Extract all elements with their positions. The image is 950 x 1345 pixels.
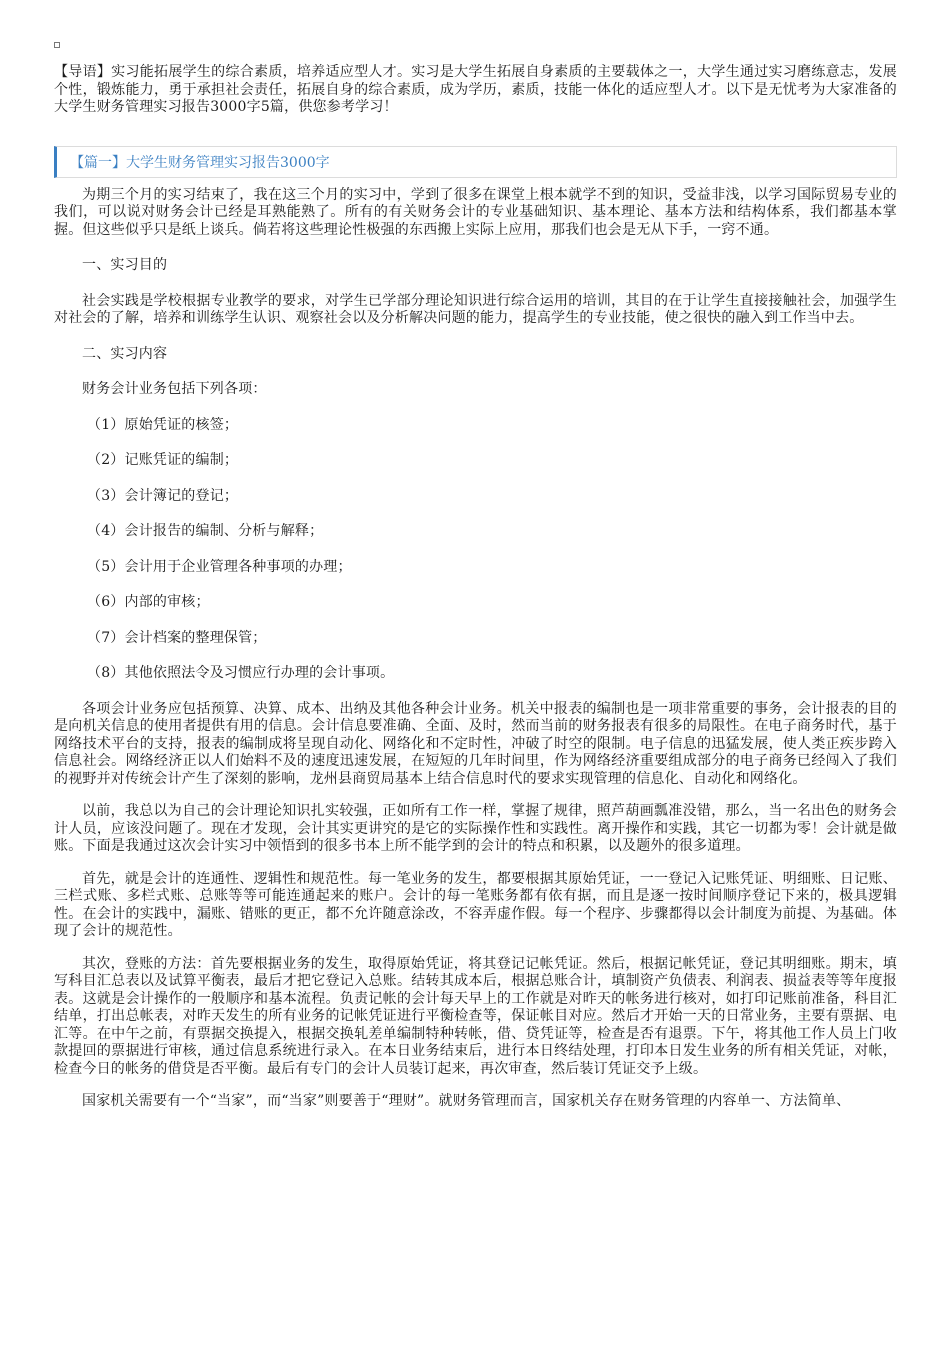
list-item: （7）会计档案的整理保管； [87,629,267,646]
subheading-content: 二、实习内容 [82,345,168,362]
section-heading-text: 【篇一】大学生财务管理实习报告3000字 [70,154,330,171]
paragraph-reflection: 以前，我总以为自己的会计理论知识扎实较强，正如所有工作一样，掌握了规律，照芦葫画瓢准没错，那么，当一名出色的财务会计人员，应该没问题了。现在才发现，会计其实更讲究的是它的实际操作性和实践性。离开操作和实践，其它一切都为零！会计就是做账。下面是我通过这次会计实习中领悟到的很多书本上所不能学到的会计的特点和积累，以及题外的很多道理。 [54,803,897,854]
list-item: （1）原始凭证的核签； [87,416,239,433]
list-item: （8）其他依照法令及习惯应行办理的会计事项。 [87,665,395,681]
paragraph-opening: 为期三个月的实习结束了，我在这三个月的实习中，学到了很多在课堂上根本就学不到的知识，受益非浅，以学习国际贸易专业的我们，可以说对财务会计已经是耳熟能熟了。所有的有关财务会计的专业基础知识、基本理论、基本方法和结构体系，我们都基本掌握。但这些似乎只是纸上谈兵。倘若将这些理论性极强的东西搬上实际上应用，那我们也会是无从下手，一窍不通。 [54,186,897,238]
paragraph-purpose: 社会实践是学校根据专业教学的要求，对学生已学部分理论知识进行综合运用的培训，其目的在于让学生直接接触社会，加强学生对社会的了解，培养和训练学生认识、观察社会以及分析解决问题的能力，提高学生的专业技能，使之很快的融入到工作当中去。 [54,292,897,326]
list-item: （2）记账凭证的编制； [87,452,239,468]
page-marker-icon [54,42,60,48]
list-item: （5）会计用于企业管理各种事项的办理； [87,558,352,575]
section-heading [54,146,897,178]
paragraph-list-intro: 财务会计业务包括下列各项： [82,381,267,397]
paragraph-state-organs: 国家机关需要有一个“当家”，而“当家”则要善于“理财”。就财务管理而言，国家机关存在财务管理的内容单一、方法简单、 [82,1093,851,1109]
list-item: （6）内部的审核； [87,594,210,610]
intro-paragraph: 【导语】实习能拓展学生的综合素质，培养适应型人才。实习是大学生拓展自身素质的主要载体之一，大学生通过实习磨练意志，发展个性，锻炼能力，勇于承担社会责任，拓展自身的综合素质，成为学历，素质，技能一体化的适应型人才。以下是无忧考为大家准备的大学生财务管理实习报告3000字5篇，供您参考学习！ [54,64,897,115]
paragraph-reports: 各项会计业务应包括预算、决算、成本、出纳及其他各种会计业务。机关中报表的编制也是一项非常重要的事务，会计报表的目的是向机关信息的使用者提供有用的信息。会计信息要准确、全面、及时，然而当前的财务报表有很多的局限性。在电子商务时代，基于网络技术平台的支持，报表的编制成将呈现自动化、网络化和不定时性，冲破了时空的限制。电子信息的迅猛发展，使人类正疾步跨入信息社会。网络经济正以人们始料不及的速度迅速发展，在短短的几年时间里，作为网络经济重要组成部分的电子商务已经闯入了我们的视野并对传统会计产生了深刻的影响，龙州县商贸局基本上结合信息时代的要求实现管理的信息化、自动化和网络化。 [54,700,897,787]
list-item: （3）会计簿记的登记； [87,487,239,504]
list-item: （4）会计报告的编制、分析与解释； [87,523,324,539]
paragraph-continuity: 首先，就是会计的连通性、逻辑性和规范性。每一笔业务的发生，都要根据其原始凭证，一一登记入记账凭证、明细账、日记账、三栏式账、多栏式账、总账等等可能连通起来的账户。会计的每一笔账务都有依有据，而且是逐一按时间顺序登记下来的，极具逻辑性。在会计的实践中，漏账、错账的更正，都不允许随意涂改，不容弄虚作假。每一个程序、步骤都得以会计制度为前提、为基础。体现了会计的规范性。 [54,870,897,939]
document-content [54,64,897,1126]
subheading-purpose: 一、实习目的 [82,257,168,273]
paragraph-bookkeeping: 其次，登账的方法：首先要根据业务的发生，取得原始凭证，将其登记记帐凭证。然后，根据记帐凭证，登记其明细账。期末，填写科目汇总表以及试算平衡表，最后才把它登记入总账。结转其成本后，根据总账合计，填制资产负债表、利润表、损益表等等年度报表。这就是会计操作的一般顺序和基本流程。负责记帐的会计每天早上的工作就是对昨天的帐务进行核对，如打印记账前准备，科目汇结单，打出总帐表，对昨天发生的所有业务的记帐凭证进行平衡检查等，保证帐目对应。然后才开始一天的日常业务，主要有票据、电汇等。在中午之前，有票据交换提入，根据交换轧差单编制特种转帐，借、贷凭证等，检查是否有退票。下午，将其他工作人员上门收款提回的票据进行审核，通过信息系统进行录入。在本日业务结束后，进行本日终结处理，打印本日发生业务的所有相关凭证，对帐，检查今日的帐务的借贷是否平衡。最后有专门的会计人员装订起来，再次审查，然后装订凭证交予上级。 [54,955,897,1077]
